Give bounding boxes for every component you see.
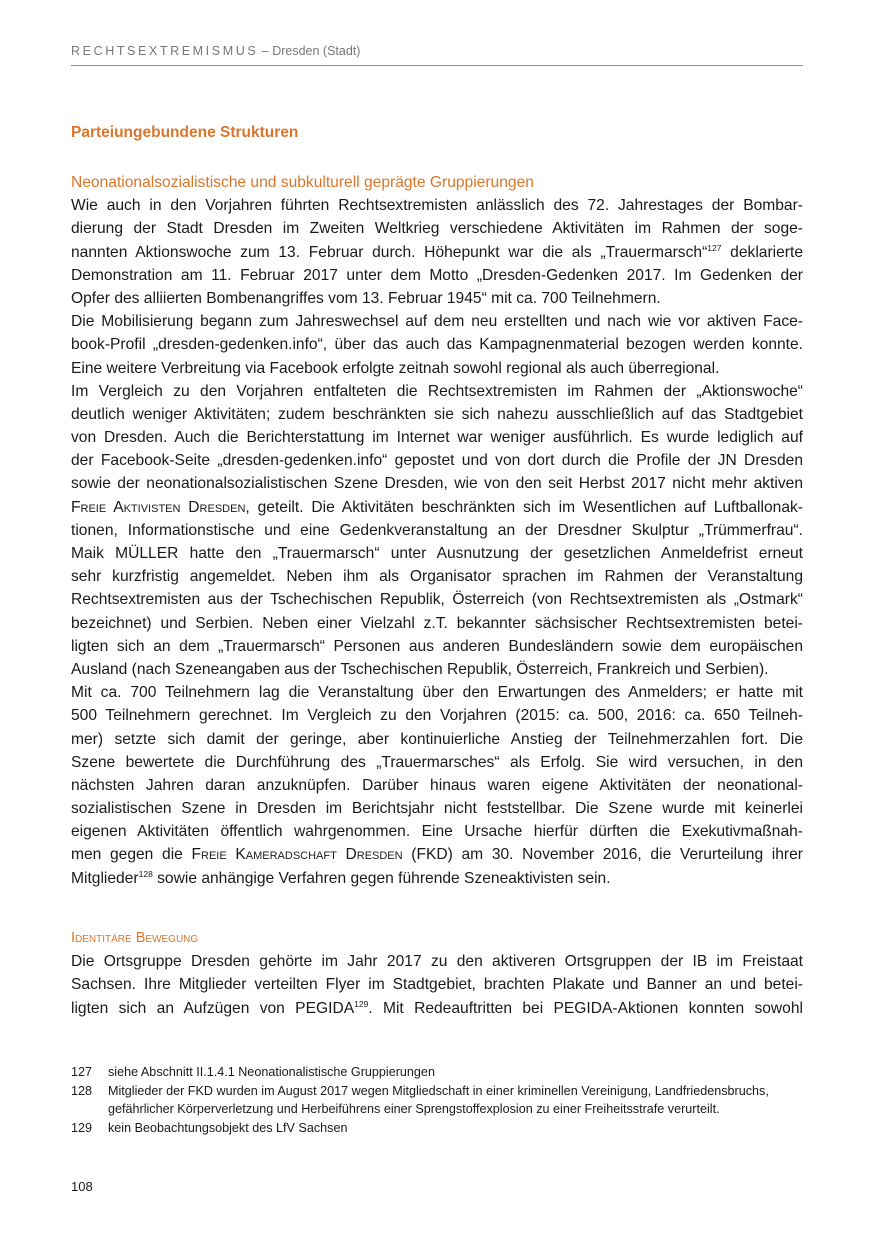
text-line [71,194,803,217]
text-run: Szene bewertete die Durchführung des „Trauermarsches“ als Erfolg. Sie wird versuchen, in den [71,753,803,771]
text-run: der Facebook-Seite „dresden-gedenken.info“ gepostet und von dort durch die Profile der JN Dresden [71,452,803,470]
subheading-neonazi-groups: Neonationalsozialistische und subkulturell geprägte Gruppierungen [71,174,534,191]
text-run: Maik MÜLLER hatte den „Trauermarsch“ unter Ausnutzung der gesetzlichen Anmeldefrist erneut [71,545,803,562]
body-paragraphs-1 [71,194,803,890]
text-run: Wie auch in den Vorjahren führten Rechtsextremisten anlässlich des 72. Jahrestages der Bombar- [71,197,803,215]
page-number: 108 [71,1179,93,1194]
text-line [71,519,803,542]
text-run: Die Ortsgruppe Dresden gehörte im Jahr 2017 zu den aktiveren Ortsgruppen der IB im Freistaat [71,953,803,971]
text-line [71,403,803,426]
text-line [71,449,803,472]
ib-text-block [71,927,803,1020]
footnote-text: siehe Abschnitt II.1.4.1 Neonationalistische Gruppierungen [108,1065,435,1079]
footnote-number: 127 [71,1065,93,1079]
text-line [71,287,803,310]
text-line [71,380,803,403]
subheading-identitaere-bewegung: Identitäre Bewegung [71,930,199,946]
text-run: sozialistischen Szene in Dresden im Berichtsjahr nicht feststellbar. Die Szene wurde mit keinerlei [71,800,803,818]
footnote-number: 128 [71,1083,93,1098]
footnotes [71,1063,811,1137]
text-run: . Mit Redeauftritten bei PEGIDA-Aktionen konnten sowohl [368,999,803,1017]
text-run: ligten sich an dem „Trauermarsch“ Personen aus anderen Bundesländern sowie dem europäischen [71,637,803,655]
text-run: nächsten Jahren daran anzuknüpfen. Darüber hinaus waren eigene Aktivitäten der neonational- [71,776,803,794]
text-run: mer) setzte sich damit der geringe, aber kontinuierliche Anstieg der Teilnehmerzahlen fort. Die [71,730,803,748]
text-run: Die Mobilisierung begann zum Jahreswechsel auf dem neu erstellten und nach wie vor aktiven Face- [71,313,803,331]
text-run: Im Vergleich zu den Vorjahren entfalteten die Rechtsextremisten im Rahmen der „Aktionswoche“ [71,382,803,400]
footnote-number: 129 [71,1120,93,1135]
text-run: deklarierte [721,243,803,261]
text-line [71,950,803,973]
text-run: Sachsen. Ihre Mitglieder verteilten Flyer im Stadtgebiet, brachten Plakate und Banner an und betei- [71,976,803,994]
text-line [71,867,803,890]
footnote [71,1063,811,1082]
text-run: sehr kurzfristig angemeldet. Neben ihm als Organisator sprachen im Rahmen der Veranstaltung [71,568,803,586]
header-subsection: – Dresden (Stadt) [261,44,361,58]
text-run: bezeichnet) und Serbien. Neben einer Vielzahl z.T. bekannter sächsischer Rechtsextremisten betei- [71,614,803,632]
text-line [71,588,803,611]
footnote-text: Mitglieder der FKD wurden im August 2017 wegen Mitgliedschaft in einer kriminellen Vereinigung, Landfriedensbruchs, gefährlicher Körperverletzung und Herbeiführens einer Sprengstoffexplosion zu einer Freiheitsstrafe verurteilt. [108,1083,769,1117]
text-run: 500 Teilnehmern gerechnet. Im Vergleich zu den Vorjahren (2015: ca. 500, 2016: ca. 650 Teilneh- [71,707,803,725]
text-run: Rechtsextremisten aus der Tschechischen Republik, Österreich (von Rechtsextremisten als „Ostmark“ [71,591,803,609]
text-run: Demonstration am 11. Februar 2017 unter dem Motto „Dresden-Gedenken 2017. Im Gedenken der [71,266,803,284]
footnote-ref[interactable]: 127 [707,242,722,253]
text-run: deutlich weniger Aktivitäten; zudem beschränkten sie sich nahezu ausschließlich auf das Stadtgebiet [71,405,803,423]
text-line [71,681,803,704]
text-line [71,565,803,588]
text-run: sowie anhängige Verfahren gegen führende Szeneaktivisten sein. [152,869,611,887]
text-line [71,704,803,727]
text-run: men gegen die [71,846,192,864]
text-run: , geteilt. Die Aktivitäten beschränkten sich im Wesentlichen auf Luftballonak- [245,498,803,516]
text-run: von Dresden. Auch die Berichterstattung im Internet war weniger ausführlich. Es wurde lediglich auf [71,429,803,447]
footnote-text: kein Beobachtungsobjekt des LfV Sachsen [108,1120,348,1135]
running-header [71,44,803,66]
text-line [71,542,803,565]
text-line [71,774,803,797]
footnote-ref[interactable]: 128 [138,868,153,879]
text-run: Ausland (nach Szeneangaben aus der Tschechischen Republik, Österreich, Frankreich und Serbien). [71,660,769,678]
text-line [71,333,803,356]
body-paragraphs-2 [71,950,803,1020]
text-run: Mit ca. 700 Teilnehmern lag die Veranstaltung über den Erwartungen des Anmelders; er hatte mit [71,684,803,702]
footnote [71,1082,811,1119]
footnote [71,1119,811,1138]
text-line [71,797,803,820]
text-run: (FKD) am 30. November 2016, die Verurteilung ihrer [402,846,803,864]
text-run: Opfer des alliierten Bombenangriffes vom 13. Februar 1945“ mit ca. 700 Teilnehmern. [71,289,661,307]
text-run: Eine weitere Verbreitung via Facebook erfolgte zeitnah sowohl regional als auch überregional. [71,359,720,377]
text-line [71,472,803,495]
text-run: dierung der Stadt Dresden im Zweiten Weltkrieg verschiedene Aktivitäten im Rahmen der soge- [71,220,803,238]
text-line [71,751,803,774]
org-name: Freie Aktivisten Dresden [71,498,246,516]
footnote-ref[interactable]: 129 [354,998,369,1009]
main-text-block [71,171,803,890]
text-line [71,973,803,996]
text-line [71,820,803,843]
text-run: ligten sich an Aufzügen von PEGIDA [71,999,355,1017]
text-line [71,241,803,264]
text-run: book-Profil „dresden-gedenken.info“, über das auch das Kampagnenmaterial bezogen werden konnte. [71,336,803,354]
text-line [71,496,803,519]
text-line [71,357,803,380]
text-line [71,728,803,751]
text-run: nannten Aktionswoche zum 13. Februar durch. Höhepunkt war die als „Trauermarsch“ [71,243,708,261]
org-name: Freie Kameradschaft Dresden [191,846,403,864]
text-run: Mitglieder [71,869,139,887]
text-line [71,426,803,449]
text-line [71,612,803,635]
section-title: Parteiungebundene Strukturen [71,124,299,141]
text-line [71,635,803,658]
header-section: RECHTSEXTREMISMUS [71,44,259,58]
text-line [71,264,803,287]
text-run: eigenen Aktivitäten öffentlich wahrgenommen. Eine Ursache hierfür dürften die Exekutivmaßnah- [71,823,803,841]
text-run: sowie der neonationalsozialistischen Szene Dresden, wie von den seit Herbst 2017 nicht mehr aktiven [71,475,803,493]
text-line [71,658,803,681]
text-line [71,997,803,1020]
text-line [71,217,803,240]
text-run: tionen, Informationstische und eine Gedenkveranstaltung an der Dresdner Skulptur „Trümmerfrau“. [71,521,803,539]
text-line [71,843,803,866]
text-line [71,310,803,333]
